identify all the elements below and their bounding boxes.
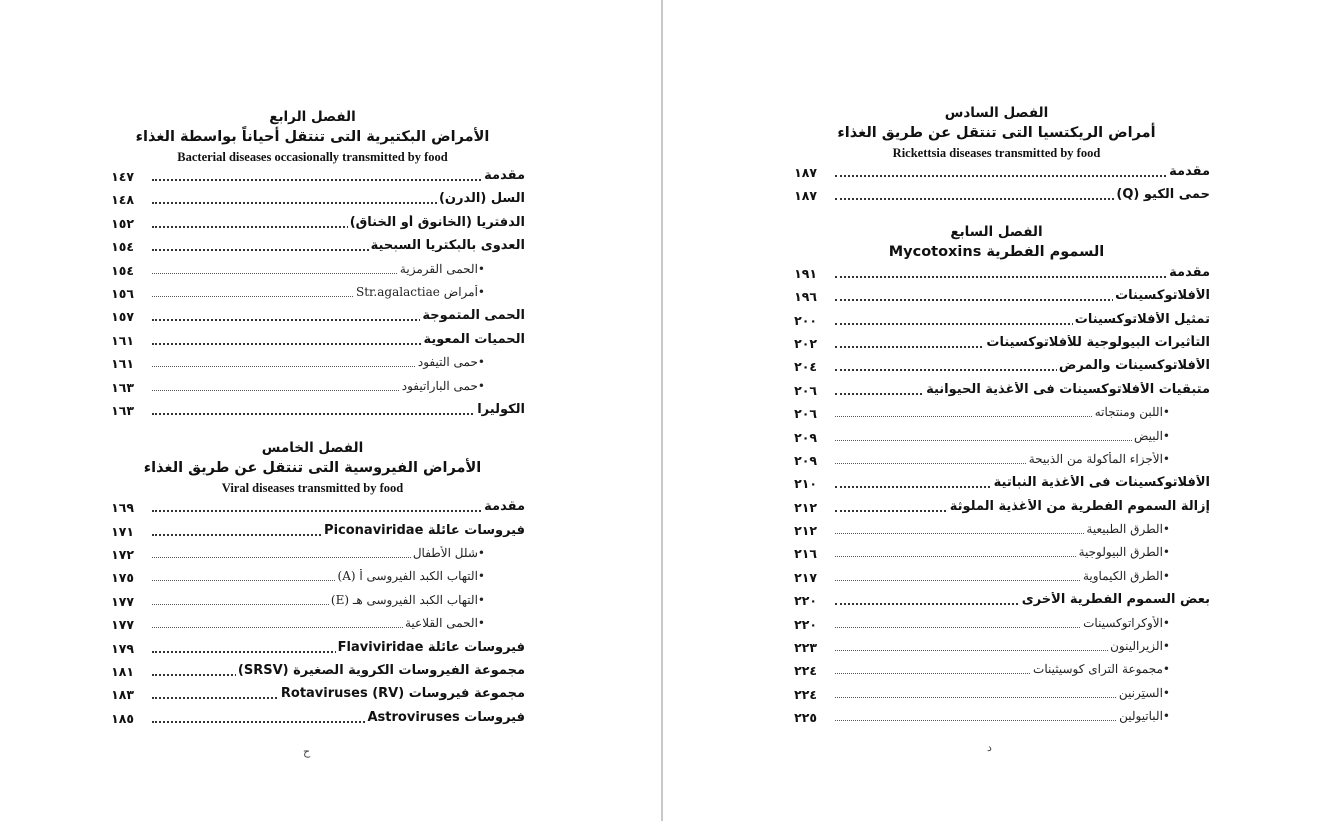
toc-entry-title: مجموعة الفيروسات الكروية الصغيرة (SRSV) [237,663,525,679]
toc-entry-title: السل (الدرن) [438,191,525,207]
toc-entry[interactable] [783,520,1210,543]
toc-entry-title: فيروسات عائلة Flaviviridae [337,639,525,655]
toc-entry[interactable] [783,684,1210,707]
toc-page-number: ٢١٢ [794,499,817,515]
toc-entry-title: •الطرق البيولوجية [1078,545,1170,560]
toc-entry[interactable] [100,306,525,329]
toc-entry-title: التأثيرات البيولوجية للأفلاتوكسينات [986,334,1210,350]
toc-entry-title: بعض السموم الفطرية الأخرى [1021,592,1210,608]
chapter-english-title: Rickettsia diseases transmitted by food [892,146,1101,160]
toc-entry[interactable] [100,283,525,306]
toc-entry[interactable] [100,521,525,544]
page-gutter [661,0,663,821]
chapter-7-heading [783,223,1210,263]
toc-page-number: ٢١٧ [794,569,817,585]
chapter-subtitle: أمراض الريكتسيا التى تنتقل عن طريق الغذاء [837,125,1156,141]
toc-entry-title: •حمى التيفود [417,355,485,370]
toc-page-number: ١٨٣ [111,687,134,703]
chapter-title: الفصل الرابع [269,109,356,125]
toc-entry[interactable] [100,591,525,614]
toc-entry-title: فيروسات Astroviruses [367,709,525,725]
toc-entry-title: •الطرق الكيماوية [1082,568,1170,583]
toc-page-number: ١٨٧ [794,188,817,204]
toc-list-chapter-6 [783,162,1210,209]
toc-entry-title: •الحمى القرمزية [399,261,485,276]
toc-entry[interactable] [783,450,1210,473]
toc-entry[interactable] [100,708,525,731]
toc-page-right [783,104,1210,731]
toc-entry-title: •البيض [1133,428,1170,443]
toc-page-number: ١٨٥ [111,710,134,726]
toc-entry[interactable] [783,310,1210,333]
toc-page-number: ٢٢٠ [794,593,817,609]
toc-entry[interactable] [100,544,525,567]
toc-page-number: ١٦٣ [111,379,134,395]
toc-entry-title: •الستِرنين [1118,685,1170,700]
toc-page-number: ٢٠٩ [794,429,817,445]
toc-entry[interactable] [783,567,1210,590]
chapter-subtitle: السموم الفطرية Mycotoxins [888,243,1105,260]
toc-page-number: ١٥٤ [111,262,134,278]
toc-page-number: ٢١٠ [794,476,817,492]
toc-page-number: ١٧٧ [111,617,134,633]
toc-page-number: ١٧٥ [111,570,134,586]
toc-entry[interactable] [783,427,1210,450]
toc-entry-title: الأفلاتوكسينات والمرض [1058,358,1210,374]
toc-entry-title: حمى الكيو (Q) [1116,187,1210,203]
toc-page-number: ١٧٩ [111,640,134,656]
toc-entry[interactable] [783,185,1210,208]
chapter-english-title: Bacterial diseases occasionally transmitted by food [177,150,448,164]
toc-entry-title: •حمى الباراتيفود [401,378,485,393]
toc-entry-title: •اللبن ومنتجاته [1094,405,1170,420]
toc-entry[interactable] [783,263,1210,286]
toc-page-number: ١٤٨ [111,192,134,208]
dot-leader [152,510,525,512]
toc-page-number: ١٦١ [111,356,134,372]
toc-entry[interactable] [783,162,1210,185]
toc-page-number: ١٥٧ [111,309,134,325]
dot-leader [835,175,1210,177]
toc-entry[interactable] [100,497,525,520]
toc-entry[interactable] [783,614,1210,637]
chapter-english-title: Viral diseases transmitted by food [221,481,404,496]
toc-page-number: ١٥٤ [111,239,134,255]
toc-entry-title: مقدمة [484,168,525,183]
toc-entry[interactable] [783,356,1210,379]
toc-page-number: ٢٠٦ [794,382,817,398]
toc-entry-title: العدوى بالبكتريا السبحية [370,238,525,254]
toc-entry-title: مجموعة فيروسات Rotaviruses (RV) [280,686,525,702]
toc-page-number: ١٦٣ [111,402,134,418]
toc-page-left [100,108,525,731]
toc-entry-title: فيروسات عائلة Piconaviridae [324,522,525,538]
toc-entry-title: •الطرق الطبيعية [1086,522,1170,537]
toc-entry[interactable] [783,286,1210,309]
toc-entry[interactable] [783,660,1210,683]
toc-entry[interactable] [783,497,1210,520]
toc-entry-title: الكوليرا [477,401,525,417]
toc-entry[interactable] [100,330,525,353]
toc-entry-title: مقدمة [1169,164,1210,179]
toc-entry-title: مقدمة [484,499,525,515]
toc-page-number: ٢٠٦ [794,406,817,422]
toc-entry-title: متبقيات الأفلاتوكسينات فى الأغذية الحيوانية [926,381,1210,397]
chapter-subtitle: الأمراض البكتيرية التى تنتقل أحياناً بواسطة الغذاء [135,129,490,145]
toc-list-chapter-4 [100,166,525,423]
toc-entry[interactable] [100,353,525,376]
toc-page-number: ٢٢٠ [794,616,817,632]
toc-entry[interactable] [100,236,525,259]
toc-entry[interactable] [100,661,525,684]
toc-entry[interactable] [100,638,525,661]
toc-page-number: ٢٠٢ [794,335,817,351]
toc-page-number: ٢٢٣ [794,640,817,656]
dot-leader [152,413,525,415]
toc-page-number: ٢١٢ [794,523,817,539]
toc-page-number: ٢٢٤ [794,663,817,679]
toc-entry[interactable] [100,684,525,707]
dot-leader [835,440,1170,441]
toc-entry[interactable] [783,543,1210,566]
toc-page-number: ١٩٦ [794,289,817,305]
toc-page-number: ١٨١ [111,664,134,680]
chapter-title: الفصل السادس [944,105,1049,121]
toc-page-number: ١٨٧ [794,165,817,180]
toc-page-number: ١٧١ [111,523,134,539]
toc-entry-title: الحمى المتموجة [422,308,525,324]
toc-entry-title: الدفتريا (الخانوق أو الخناق) [349,214,525,230]
toc-entry-title: تمثيل الأفلاتوكسينات [1074,311,1210,327]
toc-entry[interactable] [783,590,1210,613]
toc-page-number: ٢٢٥ [794,710,817,726]
toc-page-number: ٢٠٤ [794,359,817,375]
toc-entry[interactable] [100,189,525,212]
toc-entry-title: الحميات المعوية [423,331,525,347]
toc-list-chapter-7 [783,263,1210,731]
toc-entry[interactable] [783,637,1210,660]
dot-leader [835,276,1210,278]
chapter-subtitle: الأمراض الفيروسية التى تنتقل عن طريق الغذاء [143,460,482,477]
toc-page-number: ١٤٧ [111,169,134,184]
toc-entry[interactable] [100,166,525,189]
toc-entry[interactable] [783,473,1210,496]
toc-entry-title: مقدمة [1169,264,1210,280]
toc-entry-title: •الأوكراتوكسينات [1083,615,1170,630]
page-folio-right: د [987,741,992,754]
toc-entry-title: •التهاب الكبد الفيروسى أ (A) [337,569,485,584]
toc-page-number: ١٧٢ [111,547,134,563]
toc-page-number: ٢١٦ [794,546,817,562]
toc-page-number: ١٩١ [794,265,817,281]
toc-entry[interactable] [100,213,525,236]
chapter-title: الفصل السابع [950,223,1043,240]
toc-entry[interactable] [783,707,1210,730]
chapter-4-heading [100,108,525,166]
chapter-title: الفصل الخامس [261,440,364,457]
toc-entry-title: •أمراض Str.agalactiae [355,284,485,299]
toc-entry-title: •الأجزاء المأكولة من الذبيحة [1028,451,1170,466]
chapter-5-heading [100,439,525,497]
toc-entry[interactable] [783,333,1210,356]
toc-page-number: ٢٠٠ [794,312,817,328]
toc-entry-title: •الباتيولين [1119,709,1170,724]
toc-entry[interactable] [100,400,525,423]
toc-page-number: ٢٠٩ [794,452,817,468]
toc-entry-title: الأفلاتوكسينات فى الأغذية النباتية [993,475,1210,491]
toc-list-chapter-5 [100,497,525,731]
toc-entry-title: •مجموعة التراى كوسيثينات [1033,662,1170,677]
toc-page-number: ١٧٧ [111,593,134,609]
toc-entry-title: إزالة السموم الفطرية من الأغذية الملوثة [949,498,1210,514]
page-folio-left: ح [303,745,311,758]
toc-page-number: ١٥٦ [111,285,134,301]
toc-entry-title: •الزيرالينون [1110,639,1170,654]
toc-entry[interactable] [100,377,525,400]
toc-page-number: ١٦١ [111,332,134,348]
toc-entry-title: •الحمى القلاعية [404,616,485,631]
toc-entry-title: •التهاب الكبد الفيروسى هـ (E) [330,592,485,607]
toc-entry-title: •شلل الأطفال [412,546,485,561]
toc-page-number: ٢٢٤ [794,686,817,702]
toc-page-number: ١٥٢ [111,215,134,231]
chapter-6-heading [783,104,1210,162]
toc-entry[interactable] [100,614,525,637]
toc-entry[interactable] [783,380,1210,403]
dot-leader [152,179,525,181]
toc-entry[interactable] [100,567,525,590]
toc-page-number: ١٦٩ [111,500,134,516]
toc-entry[interactable] [100,260,525,283]
toc-entry-title: الأفلاتوكسينات [1115,288,1210,304]
toc-entry[interactable] [783,403,1210,426]
